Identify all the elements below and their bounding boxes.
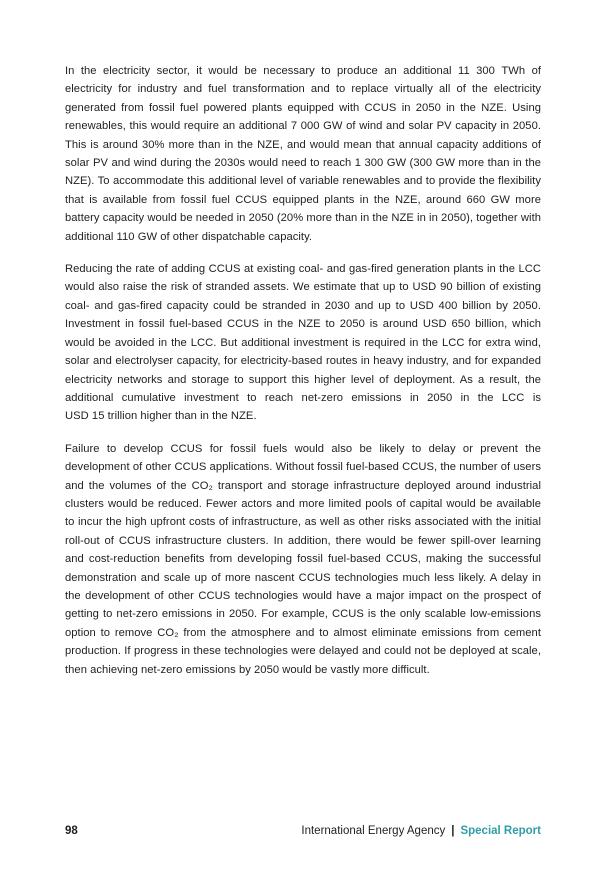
page-number: 98 xyxy=(65,825,78,837)
organization-name: International Energy Agency xyxy=(301,825,446,837)
page-footer xyxy=(65,822,541,840)
body-text xyxy=(65,62,541,679)
paragraph-stranded-assets: Reducing the rate of adding CCUS at existing coal- and gas-fired generation plants in the LCC would also raise the risk of stranded assets. We estimate that up to USD 90 billion of existing coal- and gas-fired capacity could be stranded in 2030 and up to USD 400 billion by 2050. Investment in fossil fuel-based CCUS in the NZE to 2050 is around USD 650 billion, which would be avoided in the LCC. But additional investment is required in the LCC for extra wind, solar and electrolyser capacity, for electricity-based routes in heavy industry, and for expanded electricity networks and storage to support this higher level of deployment. As a result, the additional cumulative investment to reach net-zero emissions in 2050 in the LCC is USD 15 trillion higher than in the NZE. xyxy=(65,263,541,423)
footer-attribution xyxy=(301,825,541,837)
paragraph-electricity-sector: In the electricity sector, it would be necessary to produce an additional 11 300 TWh of electricity for industry and fuel transformation and to replace virtually all of the electricity generated from fossil fuel powered plants equipped with CCUS in 2050 in the NZE. Using renewables, this would require an additional 7 000 GW of wind and solar PV capacity in 2050. This is around 30% more than in the NZE, and would mean that annual capacity additions of solar PV and wind during the 2030s would need to reach 1 300 GW (300 GW more than in the NZE). To accommodate this additional level of variable renewables and to provide the flexibility that is available from fossil fuel CCUS equipped plants in the NZE, around 660 GW more battery capacity would be needed in 2050 (20% more than in the NZE in in 2050), together with additional 110 GW of other dispatchable capacity. xyxy=(65,65,541,243)
paragraph-ccus-applications: Failure to develop CCUS for fossil fuels would also be likely to delay or prevent the development of other CCUS applications. Without fossil fuel-based CCUS, the number of users and the volumes of the CO₂ transport and storage infrastructure deployed around industrial clusters would be reduced. Fewer actors and more limited pools of capital would be available to incur the high upfront costs of infrastructure, as well as other risks associated with the initial roll-out of CCUS infrastructure clusters. In addition, there would be fewer spill-over learning and cost-reduction benefits from developing fossil fuel-based CCUS, making the successful demonstration and scale up of more nascent CCUS technologies much less likely. A delay in the development of other CCUS technologies would have a major impact on the prospect of getting to net-zero emissions in 2050. For example, CCUS is the only scalable low-emissions option to remove CO₂ from the atmosphere and to almost eliminate emissions from cement production. If progress in these technologies were delayed and could not be deployed at scale, then achieving net-zero emissions by 2050 would be vastly more difficult. xyxy=(65,442,541,676)
report-type: Special Report xyxy=(460,825,541,837)
footer-divider: | xyxy=(451,825,455,837)
